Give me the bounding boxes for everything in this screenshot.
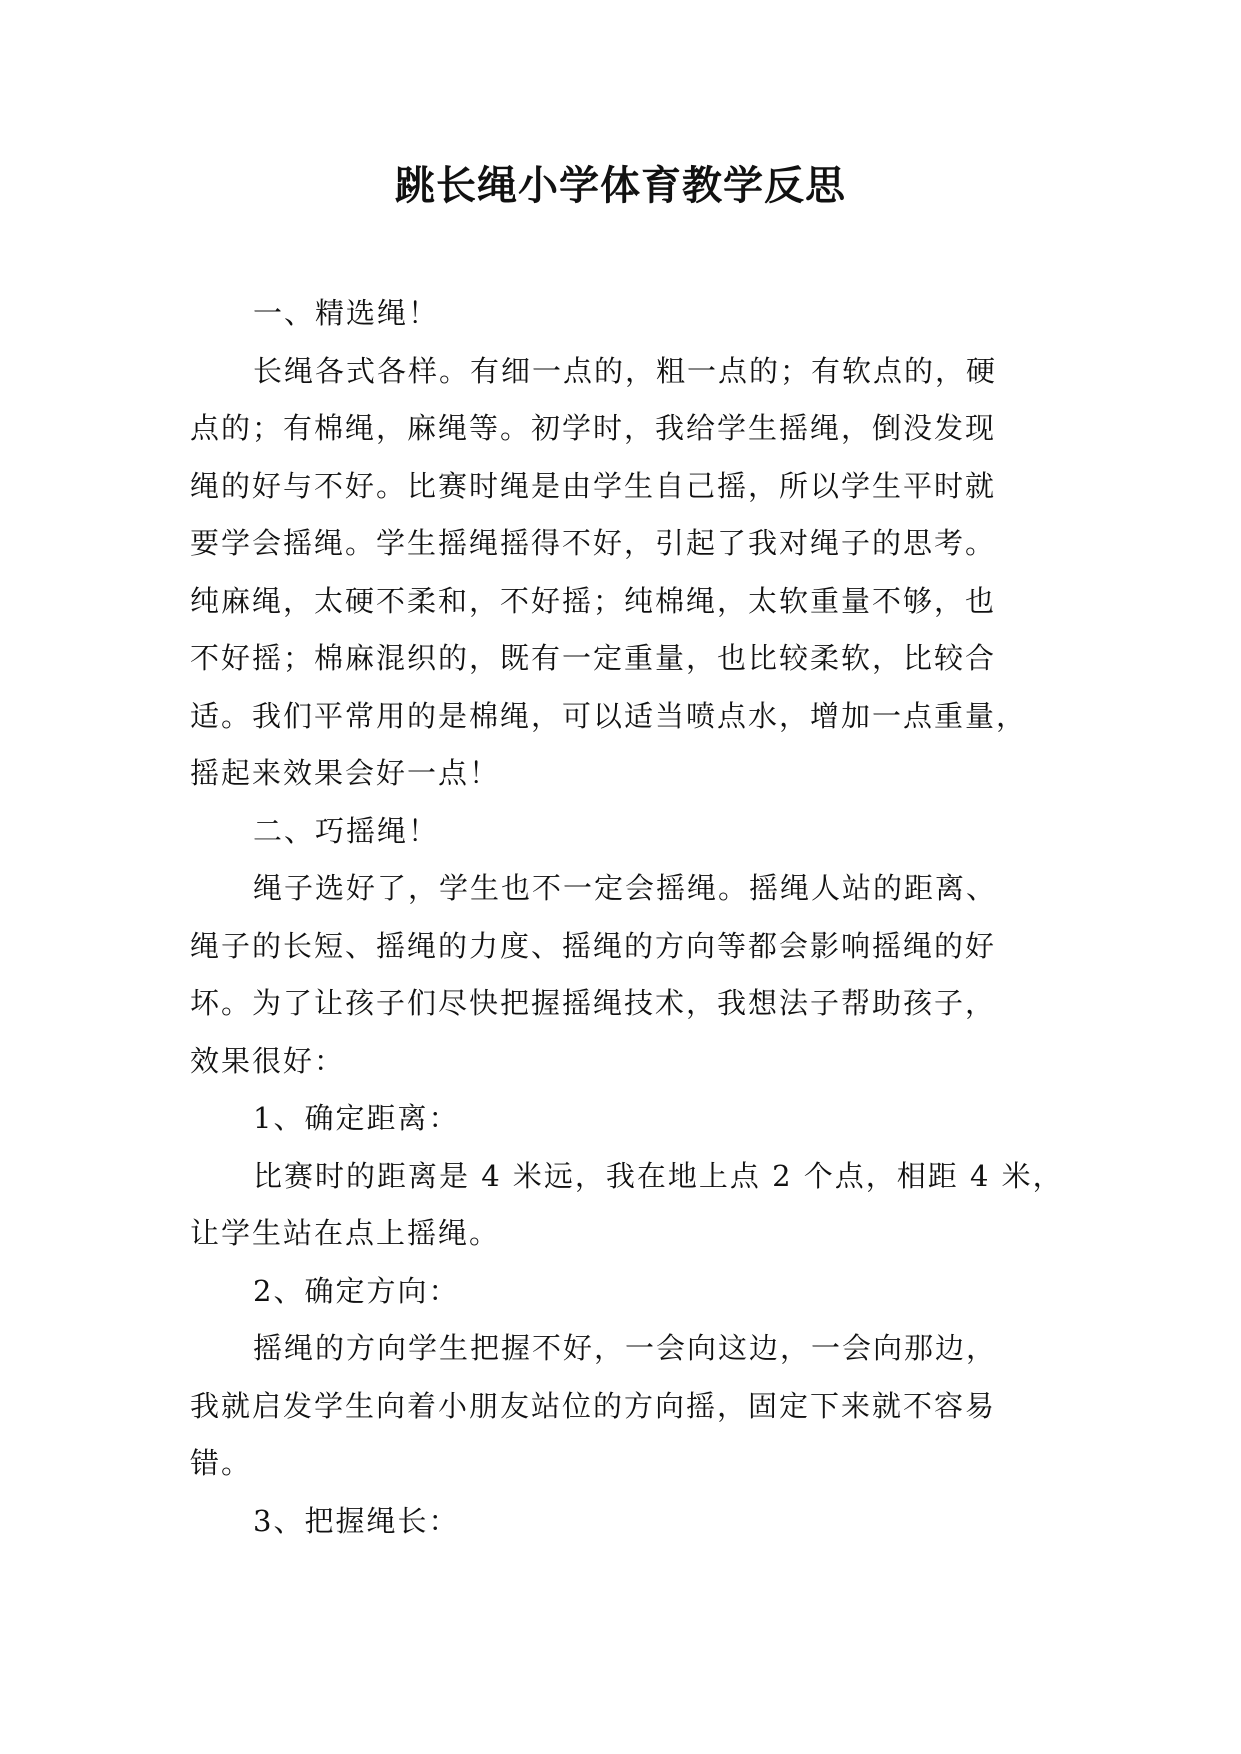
subsection-heading: 1、确定距离： bbox=[253, 1101, 460, 1135]
paragraph-line: 错。 bbox=[190, 1446, 253, 1480]
paragraph-line: 比赛时的距离是 4 米远，我在地上点 2 个点，相距 4 米， bbox=[253, 1158, 1064, 1193]
paragraph-line: 摇绳的方向学生把握不好，一会向这边，一会向那边， bbox=[253, 1331, 998, 1365]
paragraph-line: 我就启发学生向着小朋友站位的方向摇，固定下来就不容易 bbox=[190, 1388, 997, 1423]
paragraph-line: 适。我们平常用的是棉绳，可以适当喷点水，增加一点重量， bbox=[190, 698, 1028, 733]
paragraph-line: 不好摇；棉麻混织的，既有一定重量，也比较柔软，比较合 bbox=[190, 641, 997, 675]
paragraph-line: 绳子选好了，学生也不一定会摇绳。摇绳人站的距离、 bbox=[253, 871, 998, 905]
paragraph-line: 绳的好与不好。比赛时绳是由学生自己摇，所以学生平时就 bbox=[190, 468, 997, 503]
section-heading: 一、精选绳！ bbox=[253, 296, 440, 330]
document-title: 跳长绳小学体育教学反思 bbox=[395, 163, 846, 209]
paragraph-line: 要学会摇绳。学生摇绳摇得不好，引起了我对绳子的思考。 bbox=[190, 526, 997, 560]
subsection-heading: 2、确定方向： bbox=[253, 1273, 460, 1308]
paragraph-line: 摇起来效果会好一点！ bbox=[190, 756, 501, 790]
paragraph-line: 坏。为了让孩子们尽快把握摇绳技术，我想法子帮助孩子， bbox=[190, 986, 997, 1020]
paragraph-line: 让学生站在点上摇绳。 bbox=[190, 1216, 501, 1250]
subsection-heading: 3、把握绳长： bbox=[253, 1503, 460, 1538]
paragraph-line: 效果很好： bbox=[190, 1043, 346, 1078]
section-heading: 二、巧摇绳！ bbox=[253, 813, 440, 848]
paragraph-line: 纯麻绳，太硬不柔和，不好摇；纯棉绳，太软重量不够，也 bbox=[190, 583, 997, 618]
document-body bbox=[190, 285, 1070, 1550]
paragraph-line: 点的；有棉绳，麻绳等。初学时，我给学生摇绳，倒没发现 bbox=[190, 411, 997, 445]
paragraph-line: 长绳各式各样。有细一点的，粗一点的；有软点的，硬 bbox=[253, 353, 998, 388]
paragraph-line: 绳子的长短、摇绳的力度、摇绳的方向等都会影响摇绳的好 bbox=[190, 928, 997, 963]
